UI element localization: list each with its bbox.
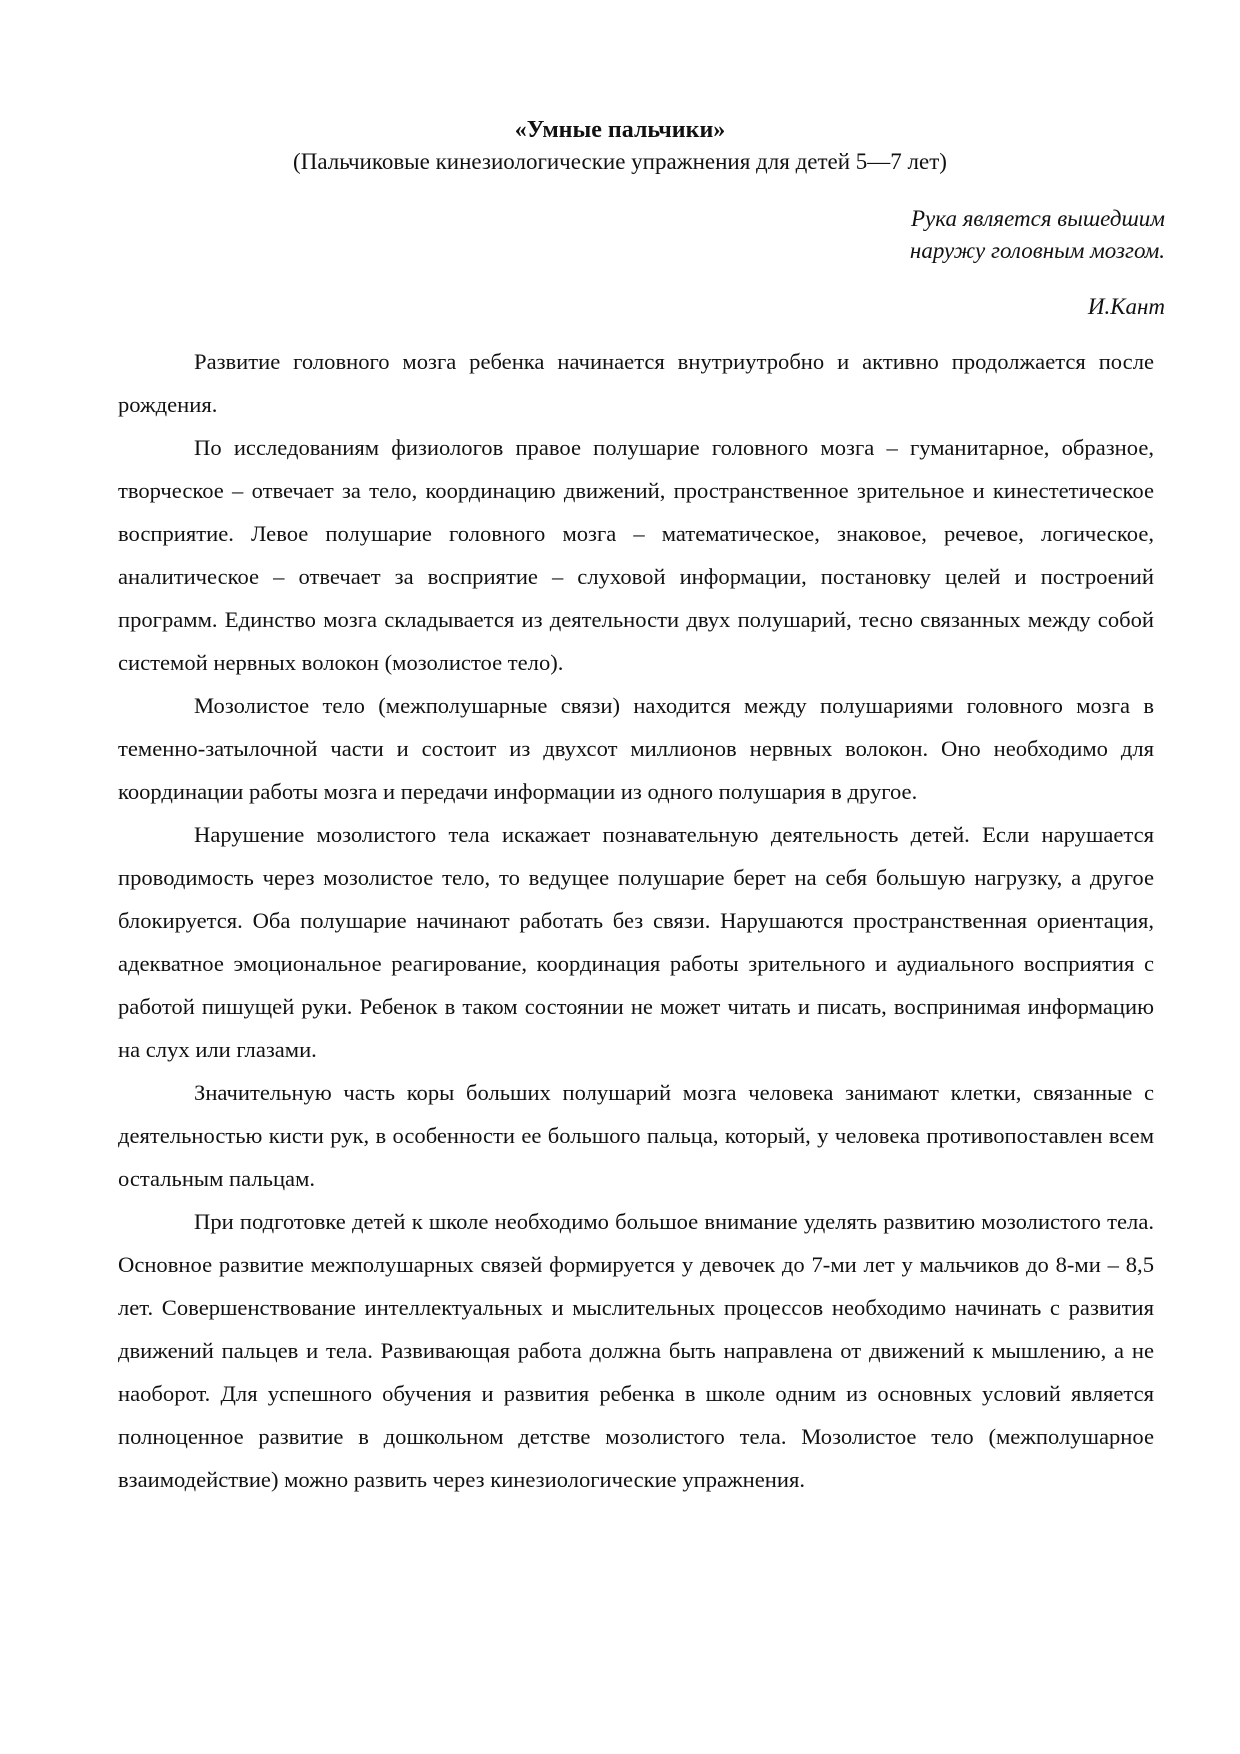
epigraph-line: наружу головным мозгом. [909,238,1165,263]
paragraph: При подготовке детей к школе необходимо большое внимание уделять развитию мозолистого тела. Основное развитие межполушарных связей формируется у девочек до 7-ми лет у мальчиков до 8-ми – 8,5 лет. Совершенствование интеллектуальных и мыслительных процессов необходимо начинать с развития движений пальцев и тела. Развивающая работа должна быть направлена от движений к мышлению, а не наоборот. Для успешного обучения и развития ребенка в школе одним из основных условий является полноценное развитие в дошкольном детстве мозолистого тела. Мозолистое тело (межполушарное взаимодействие) можно развить через кинезиологические упражнения. [118,1209,1154,1492]
document-title: «Умные пальчики» [514,117,726,143]
paragraph: Мозолистое тело (межполушарные связи) находится между полушариями головного мозга в теменно-затылочной части и состоит из двухсот миллионов нервных волокон. Оно необходимо для координации работы мозга и передачи информации из одного полушария в другое. [118,693,1154,804]
document-subtitle: (Пальчиковые кинезиологические упражнения для детей 5—7 лет) [293,149,947,174]
paragraph: Развитие головного мозга ребенка начинается внутриутробно и активно продолжается после рождения. [118,349,1154,417]
paragraph: Значительную часть коры больших полушарий мозга человека занимают клетки, связанные с деятельностью кисти рук, в особенности ее большого пальца, который, у человека противопоставлен всем остальным пальцам. [118,1080,1154,1191]
epigraph [665,203,1165,267]
paragraph: Нарушение мозолистого тела искажает познавательную деятельность детей. Если нарушается проводимость через мозолистое тело, то ведущее полушарие берет на себя большую нагрузку, а другое блокируется. Оба полушарие начинают работать без связи. Нарушаются пространственная ориентация, адекватное эмоциональное реагирование, координация работы зрительного и аудиального восприятия с работой пишущей руки. Ребенок в таком состоянии не может читать и писать, воспринимая информацию на слух или глазами. [118,822,1154,1062]
paragraph: По исследованиям физиологов правое полушарие головного мозга – гуманитарное, образное, творческое – отвечает за тело, координацию движений, пространственное зрительное и кинестетическое восприятие. Левое полушарие головного мозга – математическое, знаковое, речевое, логическое, аналитическое – отвечает за восприятие – слуховой информации, постановку целей и построений программ. Единство мозга складывается из деятельности двух полушарий, тесно связанных между собой системой нервных волокон (мозолистое тело). [118,435,1154,675]
epigraph-line: Рука является вышедшим [911,206,1165,231]
body-text [118,340,1154,1501]
epigraph-author: И.Кант [1087,294,1165,319]
